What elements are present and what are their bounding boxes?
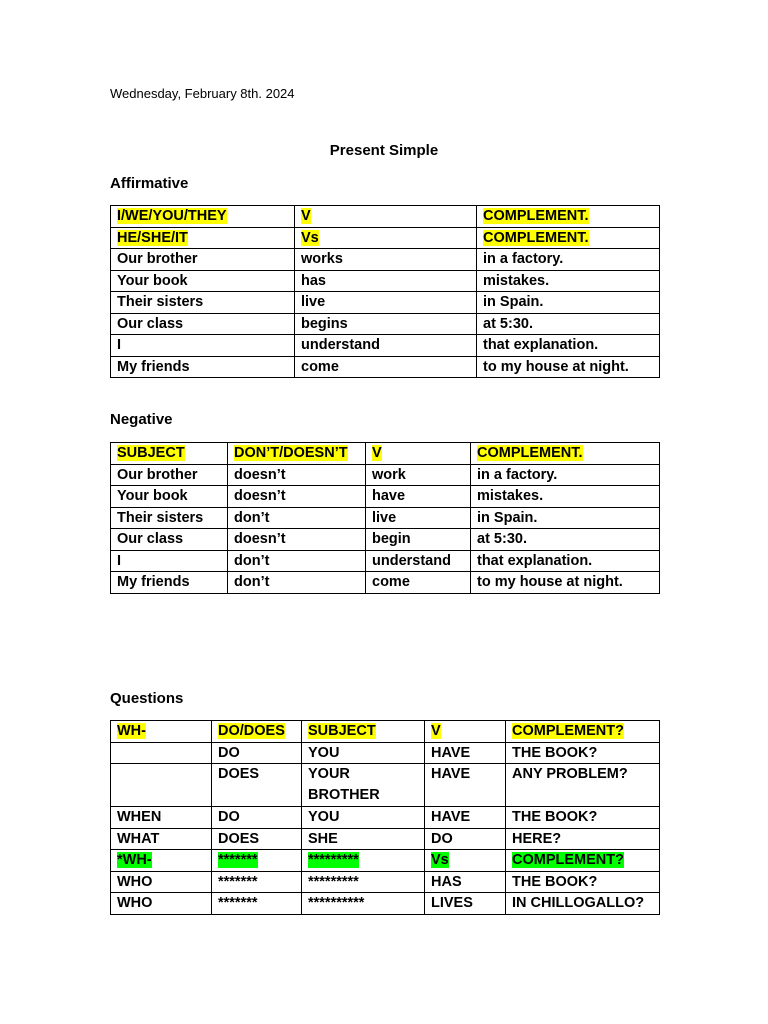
affirmative-heading: Affirmative [110, 175, 189, 192]
table-cell: understand [295, 335, 477, 357]
subject-header: SUBJECT [308, 723, 376, 739]
verb-header: V [301, 208, 311, 224]
table-cell: DOES [212, 828, 302, 850]
table-cell: Our class [111, 529, 228, 551]
table-row [111, 292, 660, 314]
table-row [111, 828, 660, 850]
auxiliary-header: DO/DOES [218, 723, 285, 739]
verb-header: V [431, 723, 441, 739]
table-row [111, 335, 660, 357]
table-cell: HERE? [506, 828, 660, 850]
table-cell: YOU [302, 807, 425, 829]
table-cell: don’t [228, 550, 366, 572]
table-cell: in Spain. [477, 292, 660, 314]
table-cell: ******* [212, 893, 302, 915]
table-cell: to my house at night. [471, 572, 660, 594]
table-cell: LIVES [425, 893, 506, 915]
table-cell: in Spain. [471, 507, 660, 529]
table-cell: SHE [302, 828, 425, 850]
complement-header: COMPLEMENT? [512, 852, 624, 868]
negative-table [110, 442, 660, 594]
table-cell: WHO [111, 893, 212, 915]
complement-header: COMPLEMENT. [477, 445, 583, 461]
table-row [111, 742, 660, 764]
table-row [111, 764, 660, 807]
table-cell: ******* [212, 871, 302, 893]
questions-heading: Questions [110, 690, 184, 707]
table-cell: don’t [228, 507, 366, 529]
table-cell: THE BOOK? [506, 807, 660, 829]
table-cell: live [295, 292, 477, 314]
page-title: Present Simple [329, 142, 439, 159]
table-cell: HAVE [425, 807, 506, 829]
document-date: Wednesday, February 8th. 2024 [110, 86, 295, 101]
table-cell: Their sisters [111, 507, 228, 529]
table-cell: ANY PROBLEM? [506, 764, 660, 807]
subject-header: ********* [308, 852, 359, 868]
verb-header: Vs [301, 229, 319, 246]
wh-header: WH- [117, 723, 146, 739]
table-row [111, 529, 660, 551]
table-cell: at 5:30. [477, 313, 660, 335]
table-cell: HAS [425, 871, 506, 893]
table-cell: mistakes. [477, 270, 660, 292]
table-cell: DO [212, 742, 302, 764]
table-cell: come [295, 356, 477, 378]
table-cell: HAVE [425, 742, 506, 764]
table-cell: THE BOOK? [506, 871, 660, 893]
table-cell: Your book [111, 270, 295, 292]
table-cell: begin [366, 529, 471, 551]
table-cell: live [366, 507, 471, 529]
table-cell: YOU [302, 742, 425, 764]
table-row [111, 486, 660, 508]
table-cell: DO [212, 807, 302, 829]
table-cell: Our brother [111, 464, 228, 486]
subject-header: I/WE/YOU/THEY [117, 208, 227, 224]
table-cell: don’t [228, 572, 366, 594]
table-cell: at 5:30. [471, 529, 660, 551]
complement-header: COMPLEMENT? [512, 723, 624, 739]
table-row [111, 893, 660, 915]
table-cell: doesn’t [228, 464, 366, 486]
auxiliary-header: ******* [218, 852, 258, 868]
table-cell: mistakes. [471, 486, 660, 508]
table-row [111, 572, 660, 594]
table-cell: Our brother [111, 249, 295, 271]
table-cell: doesn’t [228, 486, 366, 508]
table-cell: DO [425, 828, 506, 850]
table-cell: WHO [111, 871, 212, 893]
table-row [111, 850, 660, 872]
wh-header: *WH- [117, 852, 152, 868]
negative-heading: Negative [110, 411, 173, 428]
table-cell: to my house at night. [477, 356, 660, 378]
table-row [111, 206, 660, 228]
table-cell: doesn’t [228, 529, 366, 551]
table-row [111, 270, 660, 292]
table-row [111, 507, 660, 529]
table-cell: works [295, 249, 477, 271]
verb-header: V [372, 445, 382, 461]
table-cell: HAVE [425, 764, 506, 807]
table-cell: THE BOOK? [506, 742, 660, 764]
table-cell: understand [366, 550, 471, 572]
table-row [111, 464, 660, 486]
table-cell: that explanation. [477, 335, 660, 357]
table-row [111, 443, 660, 465]
table-row [111, 807, 660, 829]
table-cell: I [111, 335, 295, 357]
table-cell: ********** [302, 893, 425, 915]
table-cell [111, 764, 212, 807]
subject-header: HE/SHE/IT [117, 229, 188, 246]
complement-header: COMPLEMENT. [483, 208, 589, 224]
table-cell: I [111, 550, 228, 572]
complement-header: COMPLEMENT. [483, 229, 589, 246]
table-cell: work [366, 464, 471, 486]
table-cell: My friends [111, 356, 295, 378]
table-row [111, 249, 660, 271]
table-cell: in a factory. [477, 249, 660, 271]
table-cell: WHEN [111, 807, 212, 829]
table-cell: begins [295, 313, 477, 335]
table-cell: have [366, 486, 471, 508]
table-cell: has [295, 270, 477, 292]
table-row [111, 721, 660, 743]
table-cell: Our class [111, 313, 295, 335]
affirmative-table [110, 205, 660, 378]
table-row [111, 550, 660, 572]
table-cell: My friends [111, 572, 228, 594]
table-cell: WHAT [111, 828, 212, 850]
table-cell: come [366, 572, 471, 594]
table-cell: that explanation. [471, 550, 660, 572]
table-cell: YOUR BROTHER [302, 764, 425, 807]
table-row [111, 227, 660, 249]
table-cell: DOES [212, 764, 302, 807]
verb-header: Vs [431, 852, 449, 868]
table-cell: IN CHILLOGALLO? [506, 893, 660, 915]
table-row [111, 313, 660, 335]
table-cell [111, 742, 212, 764]
table-cell: Your book [111, 486, 228, 508]
auxiliary-header: DON’T/DOESN’T [234, 445, 348, 461]
table-cell: in a factory. [471, 464, 660, 486]
table-cell: ********* [302, 871, 425, 893]
table-cell: Their sisters [111, 292, 295, 314]
table-row [111, 871, 660, 893]
table-row [111, 356, 660, 378]
subject-header: SUBJECT [117, 445, 185, 461]
questions-table [110, 720, 660, 915]
